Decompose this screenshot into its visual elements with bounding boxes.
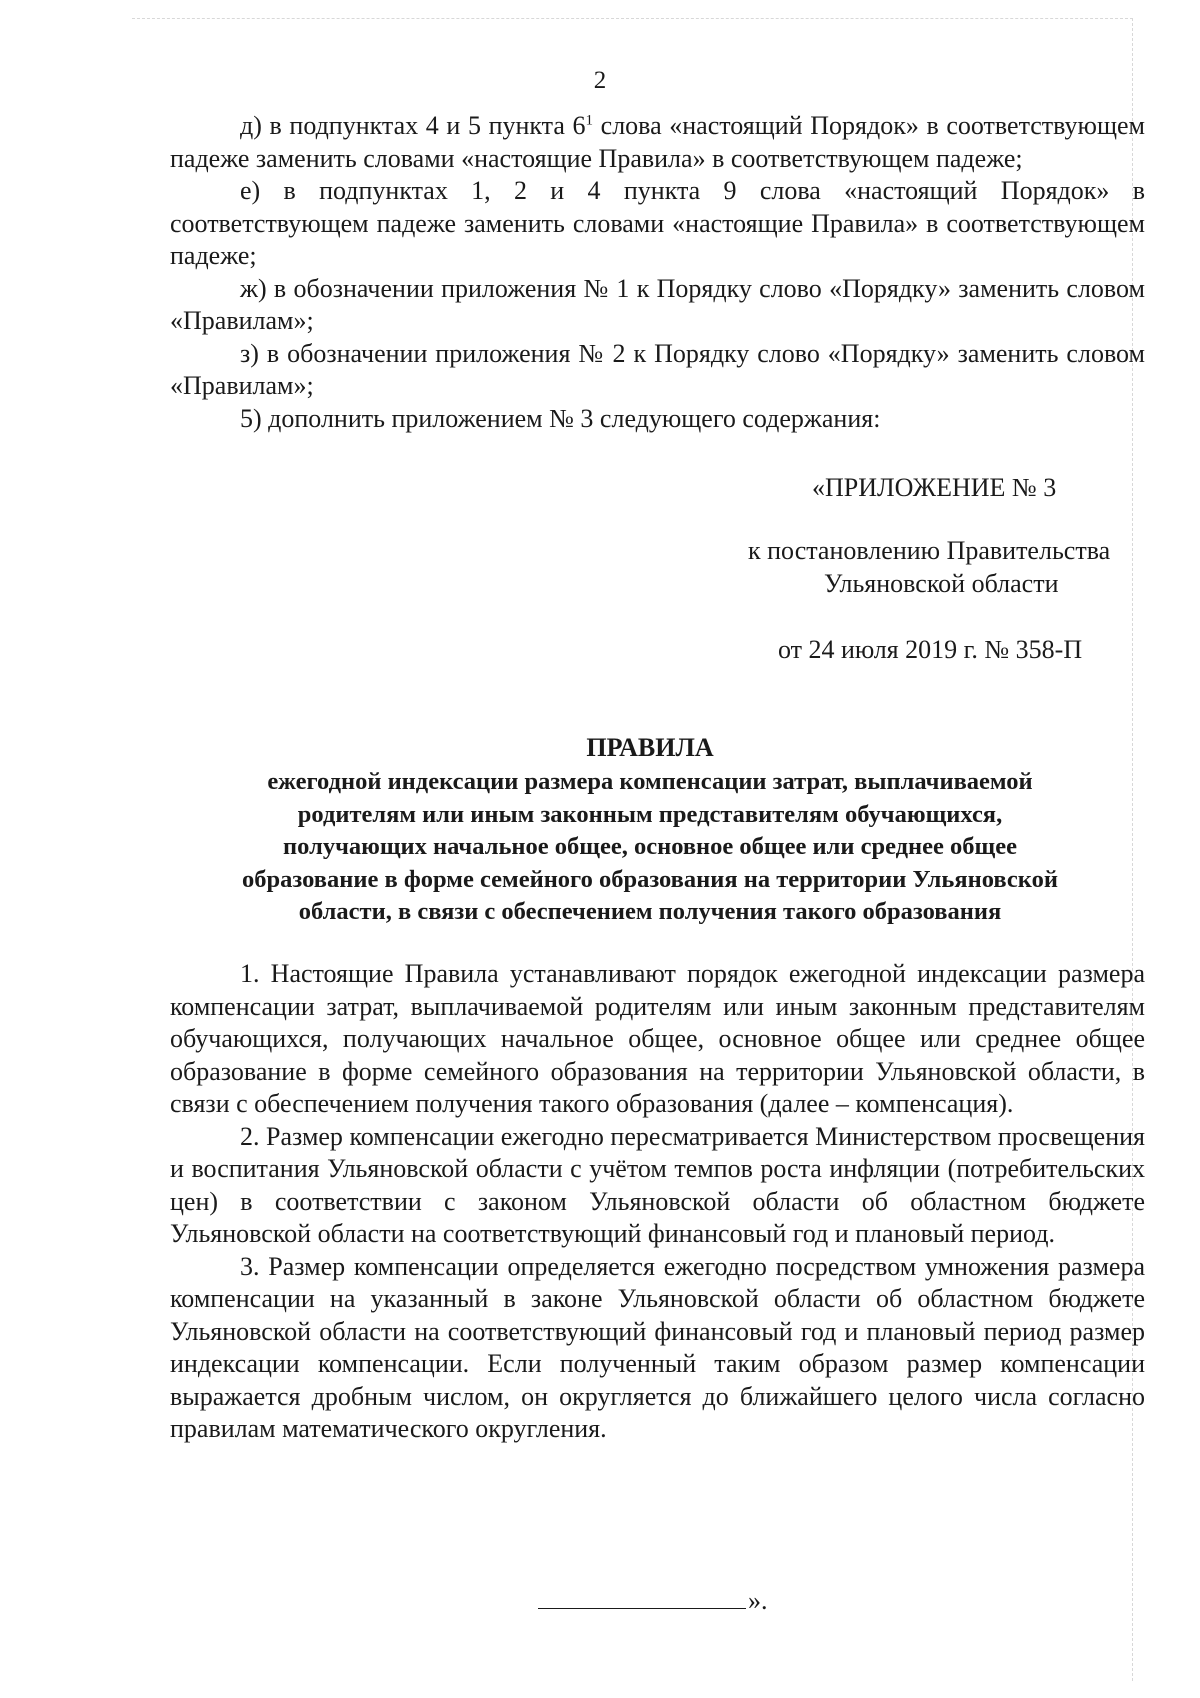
superscript: 1	[585, 112, 594, 129]
amendment-item-z: з) в обозначении приложения № 2 к Порядку слово «Порядку» заменить словом «Правилам»;	[170, 338, 1145, 400]
rules-paragraph-1: 1. Настоящие Правила устанавливают порядок ежегодной индексации размера компенсации затрат, выплачиваемой родителям или иным законным представителям обучающихся, получающих начальное общее, основное общее или среднее общее образование в форме семейного образования на территории Ульяновской области, в связи с обеспечением получения такого образования (далее – компенсация).	[170, 959, 1145, 1118]
amendments-list	[170, 110, 1145, 435]
rules-subtitle-line: родителям или иным законным представителям обучающихся,	[297, 800, 1003, 828]
appendix-date-number: от 24 июля 2019 г. № 358-П	[778, 635, 1083, 664]
appendix-to-line2: Ульяновской области	[824, 569, 1059, 598]
amendment-item-zh: ж) в обозначении приложения № 1 к Порядку слово «Порядку» заменить словом «Правилам»;	[170, 273, 1145, 335]
closing-mark: ».	[538, 1586, 768, 1616]
page-number: 2	[593, 67, 607, 94]
rules-subtitle-line: ежегодной индексации размера компенсации затрат, выплачиваемой	[267, 768, 1033, 795]
amendment-item-e: е) в подпунктах 1, 2 и 4 пункта 9 слова «настоящий Порядок» в соответствующем падеже заменить словами «настоящие Правила» в соответствующем падеже;	[170, 176, 1145, 270]
rules-paragraph-2: 2. Размер компенсации ежегодно пересматривается Министерством просвещения и воспитания Ульяновской области с учётом темпов роста инфляции (потребительских цен) в соответствии с законом Ульяновской области об областном бюджете Ульяновской области на соответствующий финансовый год и плановый период.	[170, 1121, 1145, 1248]
amendment-item-5: 5) дополнить приложением № 3 следующего содержания:	[240, 403, 881, 433]
rules-subtitle-line: образование в форме семейного образования на территории Ульяновской	[242, 865, 1058, 893]
amendment-item-d: д) в подпунктах 4 и 5 пункта $6^1$ слова «настоящий Порядок» в соответствующем падеже заменить словами «настоящие Правила» в соответствующем падеже;	[170, 111, 1145, 173]
rules-body	[170, 958, 1145, 1446]
rules-heading: ПРАВИЛА	[586, 733, 714, 762]
appendix-title: «ПРИЛОЖЕНИЕ № 3	[812, 473, 1057, 502]
rules-subtitle-line: получающих начальное общее, основное общее или среднее общее	[283, 833, 1017, 860]
rules-paragraph-3: 3. Размер компенсации определяется ежегодно посредством умножения размера компенсации на указанный в законе Ульяновской области об областном бюджете Ульяновской области на соответствующий финансовый год и плановый период размер индексации компенсации. Если полученный таким образом размер компенсации выражается дробным числом, он округляется до ближайшего целого числа согласно правилам математического округления.	[170, 1251, 1145, 1443]
closing-underline	[538, 1608, 746, 1609]
rules-subtitle-line: области, в связи с обеспечением получения такого образования	[298, 898, 1002, 925]
appendix-to-line1: к постановлению Правительства	[748, 536, 1111, 565]
rules-title-block	[150, 730, 1150, 929]
